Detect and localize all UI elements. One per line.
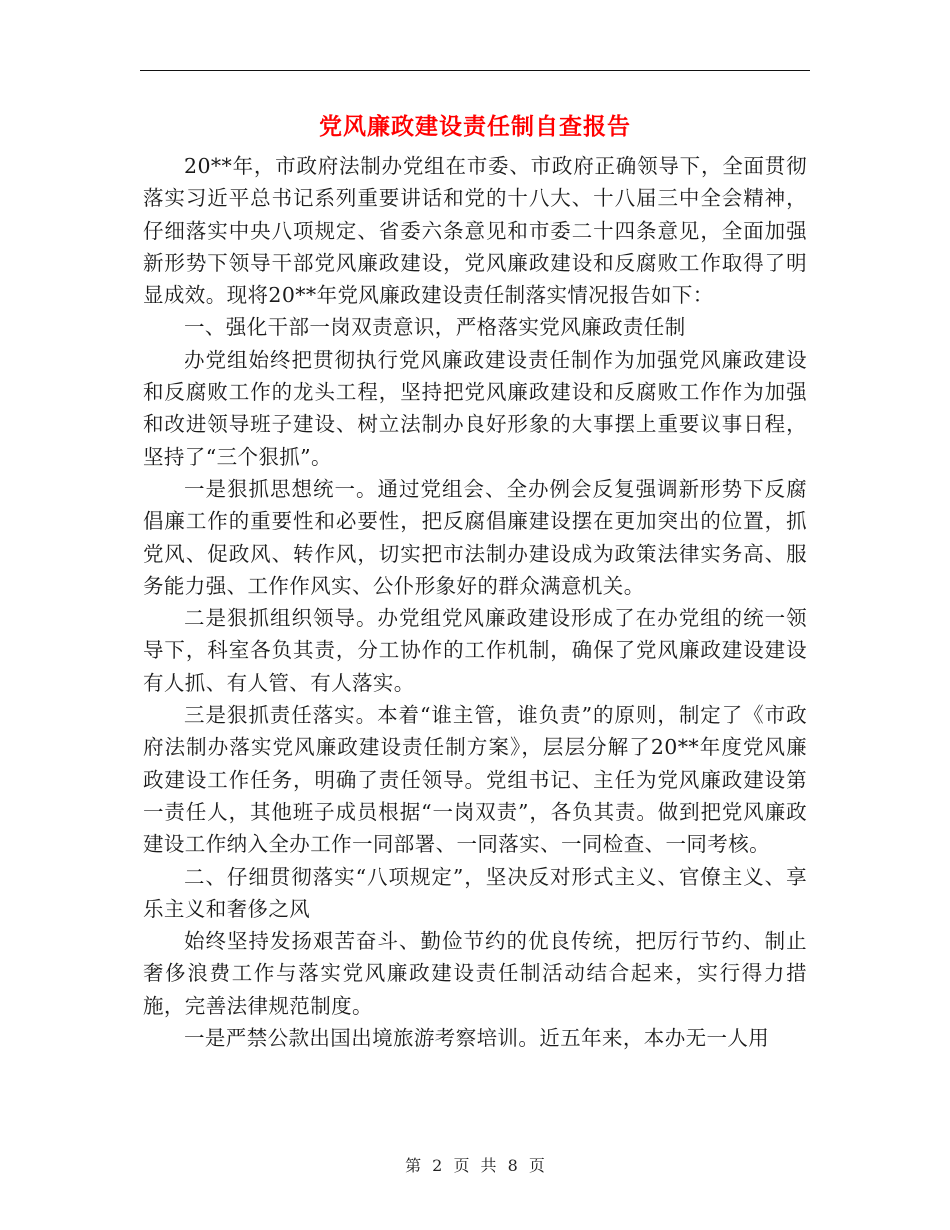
paragraph-section-2-point-1: 一是严禁公款出国出境旅游考察培训。近五年来，本办无一人用 [184, 1026, 770, 1051]
section-heading-2: 二、仔细贯彻落实“八项规定”，坚决反对形式主义、官僚主义、享乐主义和奢侈之风 [143, 864, 807, 921]
page-footer: 第 2 页 共 8 页 [405, 1156, 545, 1175]
paragraph-section-2-intro: 始终坚持发扬艰苦奋斗、勤俭节约的优良传统，把厉行节约、制止奢侈浪费工作与落实党风廉政建设责任制活动结合起来，实行得力措施，完善法律规范制度。 [143, 929, 807, 1018]
section-heading-1: 一、强化干部一岗双责意识，严格落实党风廉政责任制 [184, 315, 686, 340]
document-title: 党风廉政建设责任制自查报告 [319, 113, 631, 140]
header-rule [140, 70, 810, 71]
document-body [143, 150, 807, 1054]
paragraph-intro: 20**年，市政府法制办党组在市委、市政府正确领导下，全面贯彻落实习近平总书记系列重要讲话和党的十八大、十八届三中全会精神，仔细落实中央八项规定、省委六条意见和市委二十四条意见，全面加强新形势下领导干部党风廉政建设，党风廉政建设和反腐败工作取得了明显成效。现将20**年党风廉政建设责任制落实情况报告如下： [143, 154, 807, 308]
paragraph-point-2: 二是狠抓组织领导。办党组党风廉政建设形成了在办党组的统一领导下，科室各负其责，分工协作的工作机制，确保了党风廉政建设建设有人抓、有人管、有人落实。 [143, 606, 807, 695]
paragraph-point-3: 三是狠抓责任落实。本着“谁主管，谁负责”的原则，制定了《市政府法制办落实党风廉政建设责任制方案》，层层分解了20**年度党风廉政建设工作任务，明确了责任领导。党组书记、主任为党风廉政建设第一责任人，其他班子成员根据“一岗双责”，各负其责。做到把党风廉政建设工作纳入全办工作一同部署、一同落实、一同检查、一同考核。 [143, 703, 807, 857]
paragraph-section-1-intro: 办党组始终把贯彻执行党风廉政建设责任制作为加强党风廉政建设和反腐败工作的龙头工程，坚持把党风廉政建设和反腐败工作作为加强和改进领导班子建设、树立法制办良好形象的大事摆上重要议事日程，坚持了“三个狠抓”。 [143, 347, 807, 469]
paragraph-point-1: 一是狠抓思想统一。通过党组会、全办例会反复强调新形势下反腐倡廉工作的重要性和必要性，把反腐倡廉建设摆在更加突出的位置，抓党风、促政风、转作风，切实把市法制办建设成为政策法律实务高、服务能力强、工作作风实、公仆形象好的群众满意机关。 [143, 476, 807, 598]
